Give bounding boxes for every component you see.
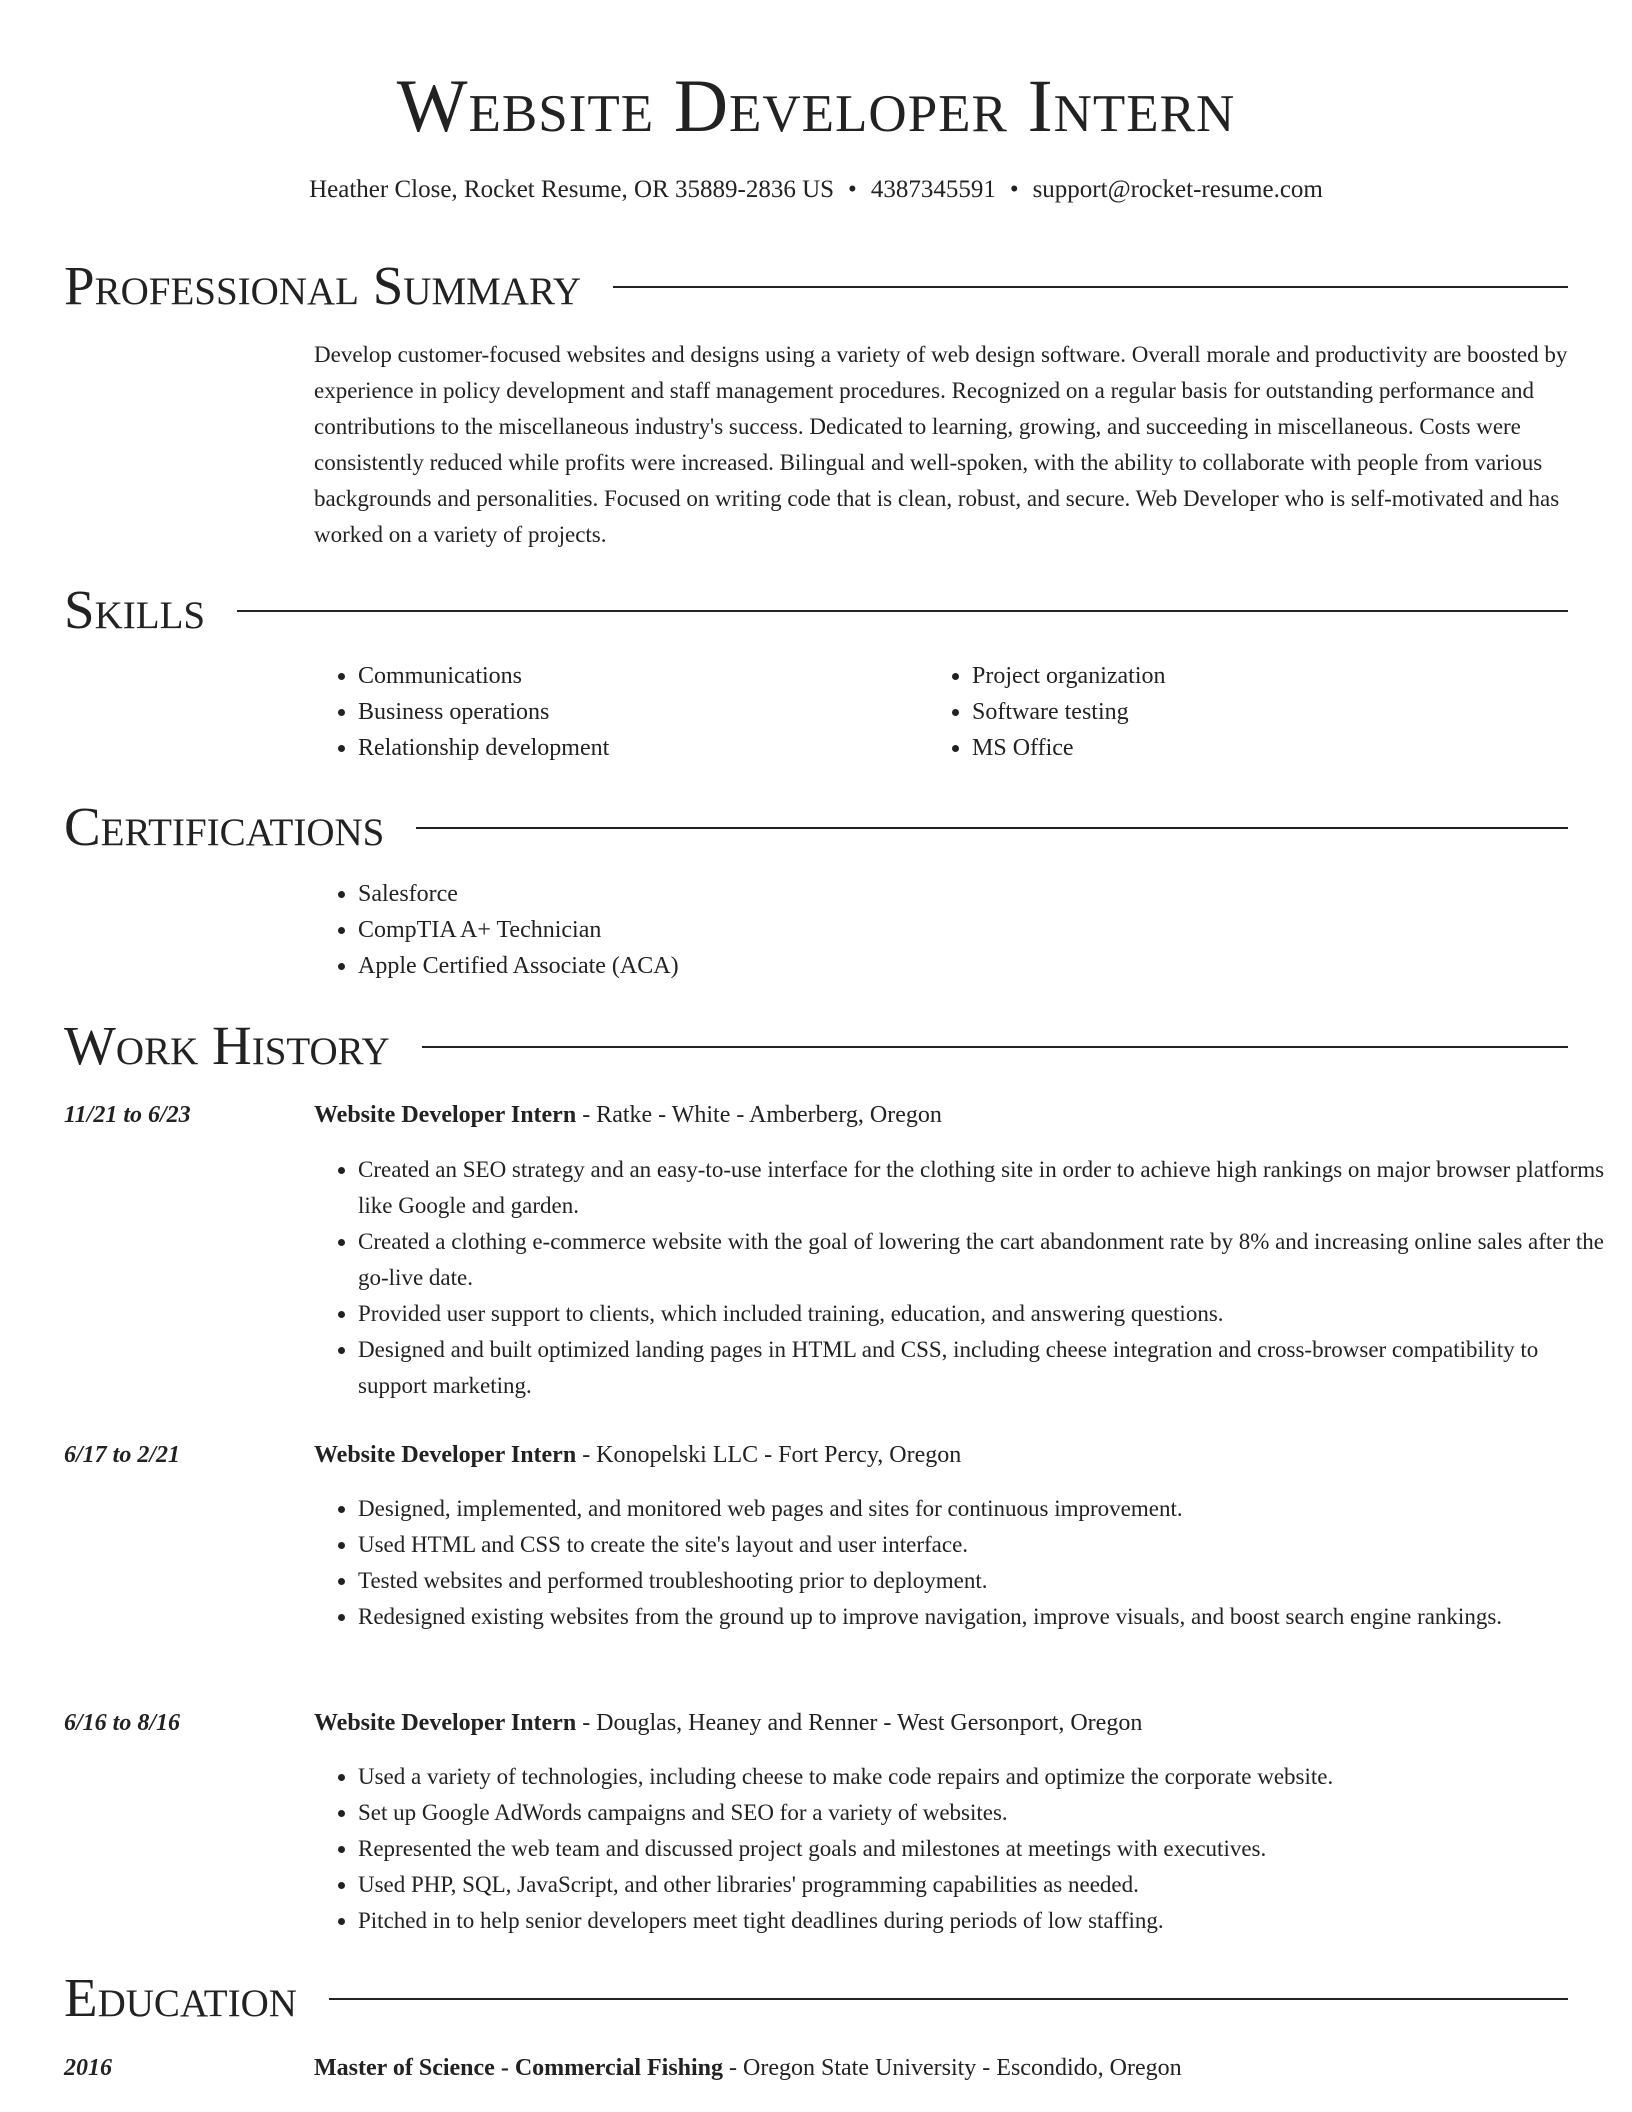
- contact-line: [0, 175, 1632, 205]
- job-bullets: [314, 1152, 1612, 1404]
- education-year: 2016: [64, 2055, 112, 2081]
- skill-item: • Software testing: [972, 694, 1572, 730]
- job-bullets: [314, 1759, 1612, 1939]
- job-bullet: • Created a clothing e-commerce website with the goal of lowering the cart abandonment rate by 8% and increasing online sales after the go-live date.: [358, 1224, 1612, 1296]
- contact-email: support@rocket-resume.com: [1032, 176, 1323, 203]
- skill-item: • Relationship development: [358, 730, 918, 766]
- education-section-header: [64, 1966, 1568, 2030]
- skills-list-left: [314, 658, 918, 766]
- skills-heading: Skills: [64, 579, 206, 640]
- job-dates: 6/17 to 2/21: [64, 1442, 181, 1468]
- education-heading: Education: [64, 1967, 297, 2028]
- education-school: - Oregon State University - Escondido, Oregon: [723, 2055, 1182, 2081]
- certification-item: • CompTIA A+ Technician: [358, 912, 1612, 948]
- job-bullet: • Designed and built optimized landing pages in HTML and CSS, including cheese integration and cross-browser compatibility to support marketing.: [358, 1332, 1612, 1404]
- summary-heading: Professional Summary: [64, 255, 582, 316]
- section-divider: [329, 1998, 1568, 2000]
- job-title: Website Developer Intern: [314, 1102, 577, 1128]
- job-bullet: • Designed, implemented, and monitored web pages and sites for continuous improvement.: [358, 1491, 1612, 1527]
- education-degree: Master of Science - Commercial Fishing: [314, 2055, 724, 2081]
- section-divider: [613, 286, 1568, 288]
- contact-separator: •: [1009, 176, 1019, 203]
- job-employer: - Douglas, Heaney and Renner - West Gersonport, Oregon: [576, 1710, 1143, 1736]
- job-header: [314, 1705, 1142, 1741]
- job-employer: - Konopelski LLC - Fort Percy, Oregon: [576, 1442, 962, 1468]
- job-bullet: • Used HTML and CSS to create the site's layout and user interface.: [358, 1527, 1612, 1563]
- job-employer: - Ratke - White - Amberberg, Oregon: [576, 1102, 942, 1128]
- summary-text: Develop customer-focused websites and designs using a variety of web design software. Overall morale and productivity are boosted by experience in policy development and staff management procedures. Recognized on a regular basis for outstanding performance and contributions to the miscellaneous industry's success. Dedicated to learning, growing, and succeeding in miscellaneous. Costs were consistently reduced while profits were increased. Bilingual and well-spoken, with the ability to collaborate with people from various backgrounds and personalities. Focused on writing code that is clean, robust, and secure. Web Developer who is self-motivated and has worked on a variety of projects.: [314, 342, 1568, 547]
- section-divider: [237, 610, 1568, 612]
- job-bullet: • Used a variety of technologies, including cheese to make code repairs and optimize the corporate website.: [358, 1759, 1612, 1795]
- job-dates: 11/21 to 6/23: [64, 1102, 191, 1128]
- job-header: [314, 1097, 942, 1133]
- certifications-section-header: [64, 795, 1568, 859]
- job-bullets: [314, 1491, 1612, 1635]
- contact-separator: •: [848, 176, 857, 203]
- job-bullet: • Represented the web team and discussed project goals and milestones at meetings with executives.: [358, 1831, 1612, 1867]
- contact-address: Heather Close, Rocket Resume, OR 35889-2836 US: [309, 176, 835, 203]
- skills-list-right: [928, 658, 1572, 766]
- section-divider: [416, 827, 1568, 829]
- job-dates: 6/16 to 8/16: [64, 1710, 181, 1736]
- work-history-heading: Work History: [64, 1015, 390, 1076]
- skill-item: • Communications: [358, 658, 918, 694]
- job-bullet: • Used PHP, SQL, JavaScript, and other libraries' programming capabilities as needed.: [358, 1867, 1612, 1903]
- job-bullet: • Tested websites and performed troubleshooting prior to deployment.: [358, 1563, 1612, 1599]
- job-title: Website Developer Intern: [314, 1710, 577, 1736]
- work-history-section-header: [64, 1014, 1568, 1078]
- section-divider: [422, 1046, 1568, 1048]
- job-bullet: • Provided user support to clients, which included training, education, and answering questions.: [358, 1296, 1612, 1332]
- contact-phone: 4387345591: [870, 176, 996, 203]
- job-bullet: • Pitched in to help senior developers meet tight deadlines during periods of low staffing.: [358, 1903, 1612, 1939]
- skill-item: • MS Office: [972, 730, 1572, 766]
- skill-item: • Project organization: [972, 658, 1572, 694]
- education-entry: [314, 2050, 1182, 2086]
- job-header: [314, 1437, 961, 1473]
- job-bullet: • Set up Google AdWords campaigns and SEO for a variety of websites.: [358, 1795, 1612, 1831]
- job-title: Website Developer Intern: [314, 1442, 577, 1468]
- skills-section-header: [64, 578, 1568, 642]
- job-bullet: • Created an SEO strategy and an easy-to-use interface for the clothing site in order to achieve high rankings on major browser platforms like Google and garden.: [358, 1152, 1612, 1224]
- certifications-list: [314, 876, 1612, 984]
- certifications-heading: Certifications: [64, 796, 385, 857]
- skill-item: • Business operations: [358, 694, 918, 730]
- resume-title: Website Developer Intern: [396, 65, 1236, 148]
- summary-section-header: [64, 254, 1568, 318]
- certification-item: • Apple Certified Associate (ACA): [358, 948, 1612, 984]
- certification-item: • Salesforce: [358, 876, 1612, 912]
- job-bullet: • Redesigned existing websites from the ground up to improve navigation, improve visuals, and boost search engine rankings.: [358, 1599, 1612, 1635]
